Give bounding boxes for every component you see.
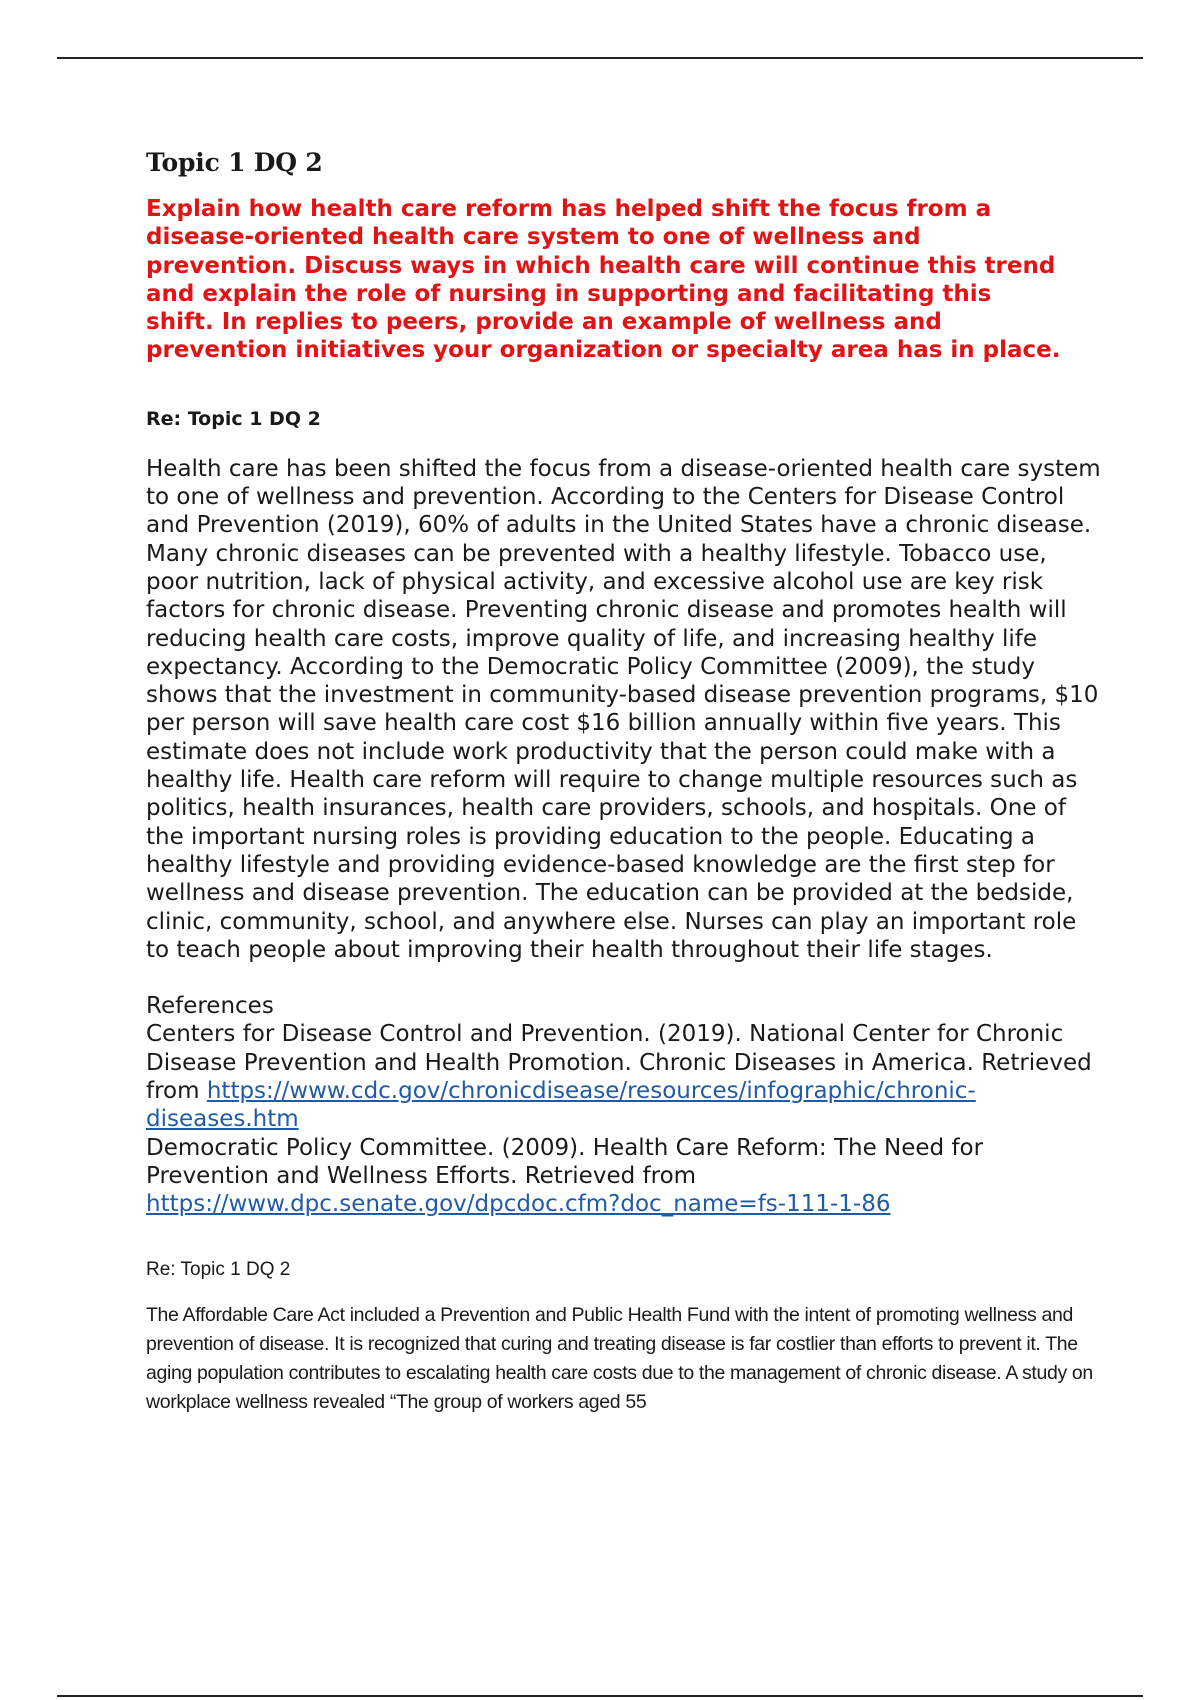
references-section [146,992,1101,1218]
reference-1-link[interactable]: https://www.cdc.gov/chronicdisease/resources/infographic/chronic-diseases.htm [146,1078,976,1133]
reference-1-from: from [146,1078,200,1105]
top-rule [57,57,1143,59]
page-title: Topic 1 DQ 2 [146,148,323,177]
references-label: References [146,993,274,1020]
reply-2-heading: Re: Topic 1 DQ 2 [146,1258,291,1280]
reply-1-body: Health care has been shifted the focus from a disease-oriented health care system to one of wellness and prevention. According to the Centers for Disease Control and Prevention (2019), 60% of adults in the United States have a chronic disease. Many chronic diseases can be prevented with a healthy lifestyle. Tobacco use, poor nutrition, lack of physical activity, and excessive alcohol use are key risk factors for chronic disease. Preventing chronic disease and promotes health will reducing health care costs, improve quality of life, and increasing healthy life expectancy. According to the Democratic Policy Committee (2009), the study shows that the investment in community-based disease prevention programs, $10 per person will save health care cost $16 billion annually within five years. This estimate does not include work productivity that the person could make with a healthy life. Health care reform will require to change multiple resources such as politics, health insurances, health care providers, schools, and hospitals. One of the important nursing roles is providing education to the people. Educating a healthy lifestyle and providing evidence-based knowledge are the first step for wellness and disease prevention. The education can be provided at the bedside, clinic, community, school, and anywhere else. Nurses can play an important role to teach people about improving their health throughout their life stages. [146,455,1101,963]
reference-2 [146,1134,1101,1219]
reply-2-body: The Affordable Care Act included a Prevention and Public Health Fund with the intent of promoting wellness and prevention of disease. It is recognized that curing and treating disease is far costlier than efforts to prevent it. The aging population contributes to escalating health care costs due to the management of chronic disease. A study on workplace wellness revealed “The group of workers aged 55 [146,1303,1093,1413]
reference-1 [146,1020,1101,1133]
discussion-prompt: Explain how health care reform has helped shift the focus from a disease-oriented health care system to one of wellness and prevention. Discuss ways in which health care will continue this trend and explain the role of nursing in supporting and facilitating this shift. In replies to peers, provide an example of wellness and prevention initiatives your organization or specialty area has in place. [146,196,1061,364]
reply-1-heading: Re: Topic 1 DQ 2 [146,407,321,430]
reference-1-text: Centers for Disease Control and Prevention. (2019). National Center for Chronic Disease Prevention and Health Promotion. Chronic Diseases in America. Retrieved [146,1021,1092,1076]
reference-2-from: from [642,1162,697,1189]
bottom-rule [57,1695,1143,1697]
reference-2-text: Democratic Policy Committee. (2009). Health Care Reform: The Need for Prevention and Wellness Efforts. Retrieved [146,1134,984,1189]
reference-2-link[interactable]: https://www.dpc.senate.gov/dpcdoc.cfm?doc_name=fs-111-1-86 [146,1191,891,1218]
document-content [146,145,1106,1417]
